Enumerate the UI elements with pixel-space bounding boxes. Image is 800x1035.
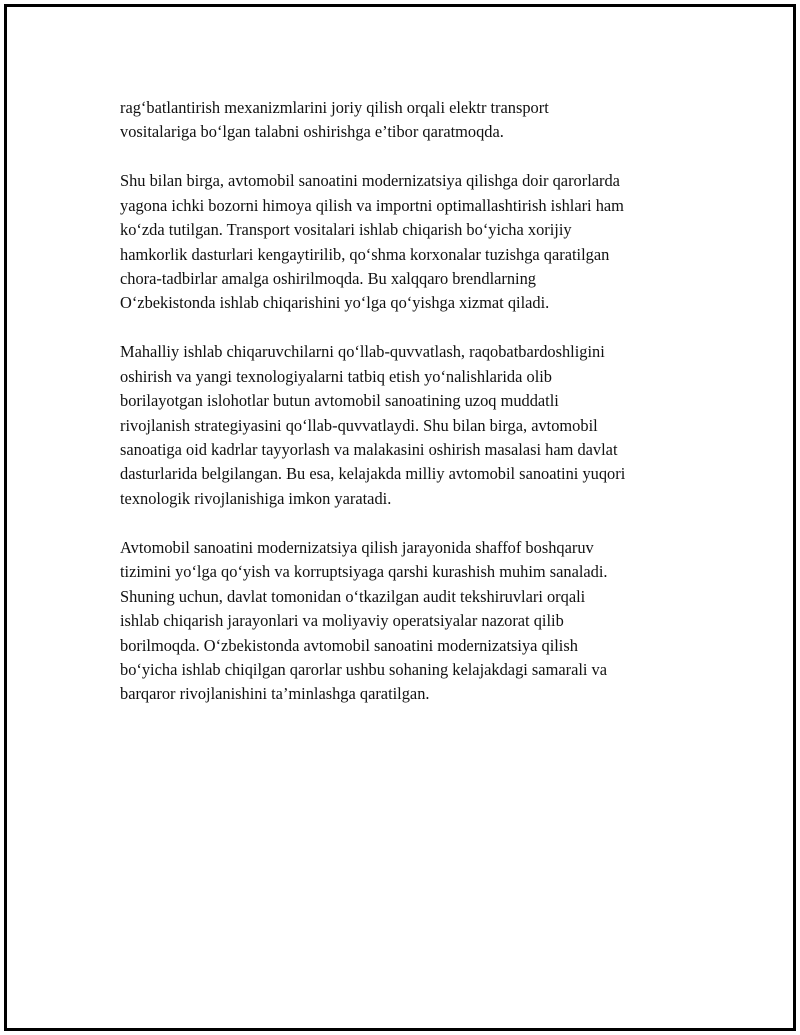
- text-line: texnologik rivojlanishiga imkon yaratadi.: [120, 488, 392, 508]
- text-line: Avtomobil sanoatini modernizatsiya qilish jarayonida shaffof boshqaruv: [120, 537, 594, 557]
- text-line: O‘zbekistonda ishlab chiqarishini yo‘lga qo‘yishga xizmat qiladi.: [120, 293, 550, 313]
- paragraph-1: [120, 96, 700, 145]
- document-body: [120, 96, 700, 731]
- text-line: borilayotgan islohotlar butun avtomobil sanoatining uzoq muddatli: [120, 391, 559, 411]
- text-line: tizimini yo‘lga qo‘yish va korruptsiyaga qarshi kurashish muhim sanaladi.: [120, 562, 608, 582]
- text-line: barqaror rivojlanishini ta’minlashga qaratilgan.: [120, 684, 430, 704]
- text-line: dasturlarida belgilangan. Bu esa, kelajakda milliy avtomobil sanoatini yuqori: [120, 464, 626, 484]
- text-line: rivojlanish strategiyasini qo‘llab-quvvatlaydi. Shu bilan birga, avtomobil: [120, 415, 598, 435]
- paragraph-4: [120, 536, 700, 707]
- text-line: yagona ichki bozorni himoya qilish va importni optimallashtirish ishlari ham: [120, 195, 624, 215]
- text-line: borilmoqda. O‘zbekistonda avtomobil sanoatini modernizatsiya qilish: [120, 635, 578, 655]
- text-line: Shu bilan birga, avtomobil sanoatini modernizatsiya qilishga doir qarorlarda: [120, 171, 620, 191]
- text-line: Mahalliy ishlab chiqaruvchilarni qo‘llab-quvvatlash, raqobatbardoshligini: [120, 342, 605, 362]
- text-line: hamkorlik dasturlari kengaytirilib, qo‘shma korxonalar tuzishga qaratilgan: [120, 244, 610, 264]
- text-line: oshirish va yangi texnologiyalarni tatbiq etish yo‘nalishlarida olib: [120, 366, 552, 386]
- paragraph-3: [120, 340, 700, 511]
- paragraph-2: [120, 169, 700, 315]
- text-line: ko‘zda tutilgan. Transport vositalari ishlab chiqarish bo‘yicha xorijiy: [120, 220, 572, 240]
- text-line: bo‘yicha ishlab chiqilgan qarorlar ushbu sohaning kelajakdagi samarali va: [120, 659, 608, 679]
- text-line: ishlab chiqarish jarayonlari va moliyaviy operatsiyalar nazorat qilib: [120, 611, 564, 631]
- document-page: [4, 4, 796, 1031]
- text-line: vositalariga bo‘lgan talabni oshirishga e’tibor qaratmoqda.: [120, 122, 504, 142]
- text-line: chora-tadbirlar amalga oshirilmoqda. Bu xalqqaro brendlarning: [120, 269, 537, 289]
- text-line: rag‘batlantirish mexanizmlarini joriy qilish orqali elektr transport: [120, 98, 549, 117]
- text-line: Shuning uchun, davlat tomonidan o‘tkazilgan audit tekshiruvlari orqali: [120, 586, 586, 606]
- text-line: sanoatiga oid kadrlar tayyorlash va malakasini oshirish masalasi ham davlat: [120, 440, 618, 460]
